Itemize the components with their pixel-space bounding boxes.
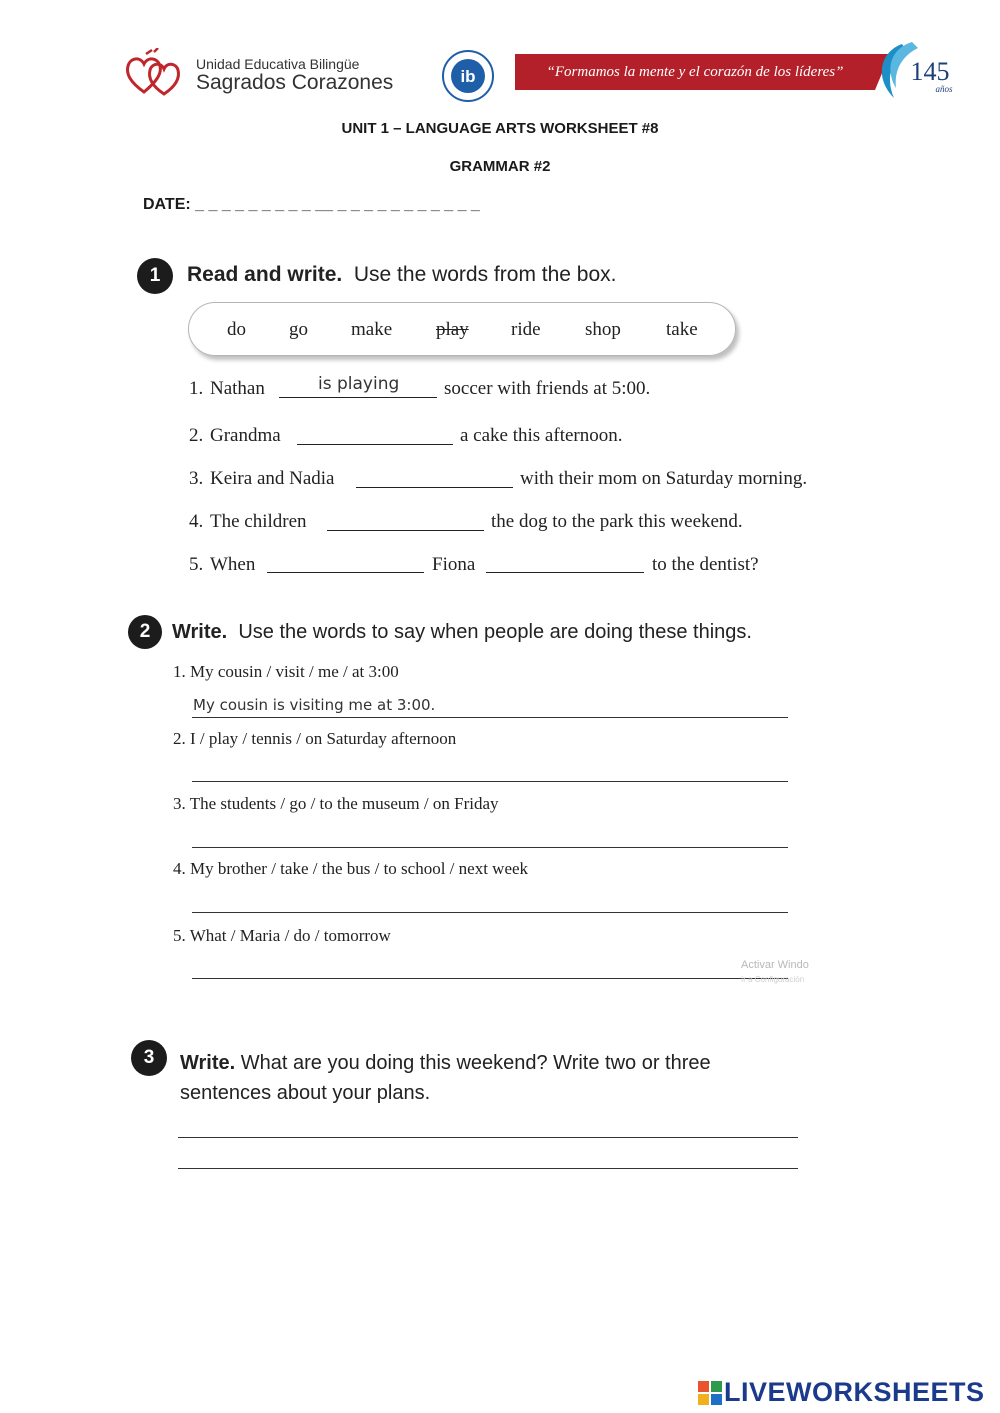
sentence-1-answer: is playing bbox=[318, 374, 400, 394]
word-box-item: make bbox=[351, 319, 393, 340]
exercise-2-prompt-5: 5. What / Maria / do / tomorrow bbox=[173, 926, 391, 945]
word-box bbox=[188, 302, 736, 356]
sentence-4-end: the dog to the park this weekend. bbox=[491, 511, 743, 532]
school-hearts-logo bbox=[124, 48, 186, 98]
activation-watermark-sub: Ir a Configuración bbox=[741, 975, 805, 984]
word-box-item: ride bbox=[511, 319, 541, 340]
word-box-item: take bbox=[666, 319, 698, 340]
sentence-2-end: a cake this afternoon. bbox=[460, 425, 623, 446]
sentence-2-number: 2. bbox=[189, 425, 204, 446]
sentence-5-end: to the dentist? bbox=[652, 554, 759, 575]
school-name-line2: Sagrados Corazones bbox=[196, 71, 394, 94]
activation-watermark: Activar Windo bbox=[741, 959, 809, 971]
liveworksheets-brand[interactable]: LIVEWORKSHEETS bbox=[724, 1377, 985, 1407]
motto-text: “Formamos la mente y el corazón de los líderes” bbox=[546, 64, 844, 80]
date-field[interactable]: DATE: _ _ _ _ _ _ _ _ _ __ _ _ _ _ _ _ _ _ _ _ _ bbox=[143, 196, 480, 213]
sentence-2-blank[interactable] bbox=[297, 444, 453, 445]
exercise-2-prompt-4: 4. My brother / take / the bus / to school / next week bbox=[173, 859, 529, 878]
exercise-2-prompt-1: 1. My cousin / visit / me / at 3:00 bbox=[173, 662, 399, 681]
sentence-5-number: 5. bbox=[189, 554, 204, 575]
exercise-2-answer-1: My cousin is visiting me at 3:00. bbox=[193, 696, 436, 714]
sentence-3-blank[interactable] bbox=[356, 487, 513, 488]
sentence-3-end: with their mom on Saturday morning. bbox=[520, 468, 808, 489]
exercise-2-answer-line-2[interactable] bbox=[192, 781, 788, 782]
exercise-1-heading bbox=[187, 263, 617, 287]
exercise-1-heading-bold: Read and write. bbox=[187, 263, 343, 286]
word-box-item: do bbox=[227, 319, 246, 340]
exercise-2-prompt-3: 3. The students / go / to the museum / on Friday bbox=[173, 794, 499, 813]
exercise-2-number: 2 bbox=[128, 615, 162, 649]
exercise-3-heading-bold: Write. bbox=[180, 1052, 236, 1074]
sentence-4-start: The children bbox=[210, 511, 307, 532]
anniversary-logo bbox=[872, 38, 962, 104]
sentence-3-number: 3. bbox=[189, 468, 204, 489]
sentence-1-end: soccer with friends at 5:00. bbox=[444, 378, 651, 399]
word-box-item: shop bbox=[585, 319, 621, 340]
exercise-3-answer-line-2[interactable] bbox=[178, 1168, 798, 1169]
anniversary-number: 145 bbox=[910, 57, 950, 86]
exercise-2-answer-line-4[interactable] bbox=[192, 912, 788, 913]
exercise-2-answer-line-1[interactable] bbox=[192, 717, 788, 718]
sentence-1-blank[interactable] bbox=[279, 397, 437, 398]
ib-logo-label: ib bbox=[460, 67, 476, 86]
ib-logo-icon bbox=[441, 49, 495, 103]
sentence-1-number: 1. bbox=[189, 378, 204, 399]
liveworksheets-logo-icon bbox=[697, 1380, 723, 1406]
sentence-4-blank[interactable] bbox=[327, 530, 484, 531]
exercise-3-heading-text: What are you doing this weekend? Write two or three sentences about your plans. bbox=[180, 1052, 711, 1104]
sentence-4-number: 4. bbox=[189, 511, 204, 532]
exercise-3-heading bbox=[180, 1048, 800, 1108]
sentence-3-start: Keira and Nadia bbox=[210, 468, 335, 489]
sentence-5-blank-2[interactable] bbox=[486, 572, 644, 573]
exercise-2-prompt-2: 2. I / play / tennis / on Saturday afternoon bbox=[173, 729, 457, 748]
word-box-item-used: play bbox=[436, 319, 469, 340]
anniversary-word: años bbox=[935, 84, 953, 94]
school-name-line1: Unidad Educativa Bilingüe bbox=[196, 56, 360, 72]
sentence-1-start: Nathan bbox=[210, 378, 265, 399]
sentence-5-start: When bbox=[210, 554, 256, 575]
school-name bbox=[196, 56, 393, 94]
exercise-3-number: 3 bbox=[131, 1040, 167, 1076]
sentence-2-start: Grandma bbox=[210, 425, 281, 446]
exercise-1-heading-text: Use the words from the box. bbox=[353, 263, 617, 286]
exercise-2-answer-line-5[interactable] bbox=[192, 978, 788, 979]
exercise-2-heading-text: Use the words to say when people are doing these things. bbox=[238, 621, 752, 643]
exercise-2-answer-line-3[interactable] bbox=[192, 847, 788, 848]
exercise-1-number: 1 bbox=[137, 258, 173, 294]
sentence-5-middle: Fiona bbox=[432, 554, 476, 575]
word-box-item: go bbox=[289, 319, 308, 340]
exercise-2-heading-bold: Write. bbox=[172, 621, 228, 643]
worksheet-title: UNIT 1 – LANGUAGE ARTS WORKSHEET #8 bbox=[341, 120, 659, 137]
sentence-5-blank-1[interactable] bbox=[267, 572, 424, 573]
exercise-2-heading bbox=[172, 621, 752, 644]
exercise-3-answer-line-1[interactable] bbox=[178, 1137, 798, 1138]
worksheet-subtitle: GRAMMAR #2 bbox=[449, 158, 551, 175]
